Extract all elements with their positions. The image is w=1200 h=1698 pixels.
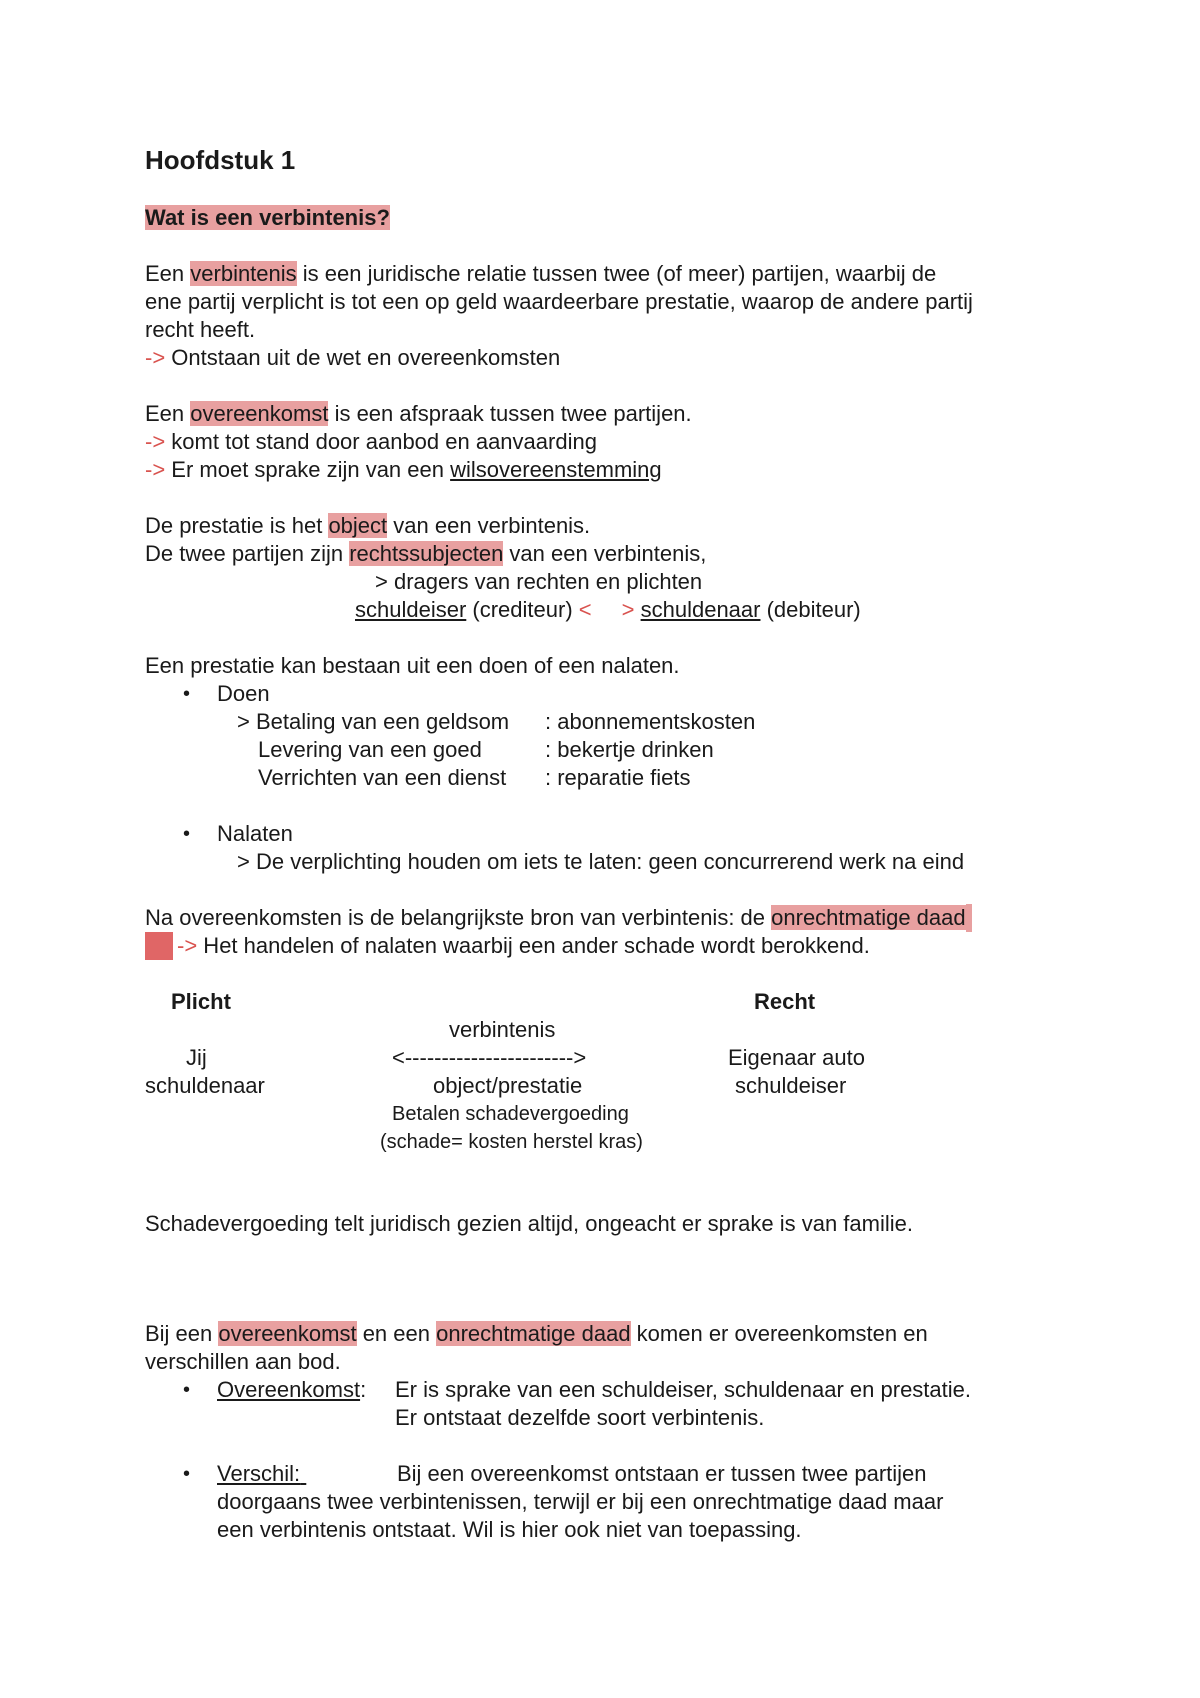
- p3-line4: schuldeiser (crediteur) < > schuldenaar (debiteur): [355, 597, 861, 622]
- p3-line1: De prestatie is het object van een verbintenis.: [145, 513, 591, 538]
- p4-nalaten-text: > De verplichting houden om iets te laten: geen concurrerend werk na eind: [237, 849, 965, 874]
- diagram-arrow: <----------------------->: [392, 1045, 587, 1070]
- bullet-icon: •: [183, 823, 191, 845]
- p4-intro: Een prestatie kan bestaan uit een doen of een nalaten.: [145, 653, 680, 678]
- p4-row1-left: > Betaling van een geldsom: [237, 709, 510, 734]
- term-overeenkomst: overeenkomst: [190, 401, 329, 426]
- arrow-icon: ->: [145, 429, 166, 454]
- p1-arrow-line: -> Ontstaan uit de wet en overeenkomsten: [145, 345, 561, 370]
- highlight-marker: [145, 932, 173, 960]
- p4-row2-right: : bekertje drinken: [545, 737, 714, 762]
- section-title: [145, 204, 390, 232]
- diagram-jij: Jij: [186, 1045, 207, 1070]
- p7-ok-text2: Er ontstaat dezelfde soort verbintenis.: [395, 1405, 765, 1430]
- p7-ok-text1: Er is sprake van een schuldeiser, schuldenaar en prestatie.: [395, 1377, 971, 1402]
- p2-line2: -> komt tot stand door aanbod en aanvaarding: [145, 429, 597, 454]
- p3-line2: De twee partijen zijn rechtssubjecten van een verbintenis,: [145, 541, 707, 566]
- diagram-schade: (schade= kosten herstel kras): [380, 1131, 643, 1153]
- p1-line2: ene partij verplicht is tot een op geld waardeerbare prestatie, waarop de andere partij: [145, 289, 973, 314]
- p5-line1: Na overeenkomsten is de belangrijkste bron van verbintenis: de onrechtmatige daad: [145, 904, 972, 932]
- diagram-eigenaar: Eigenaar auto: [728, 1045, 865, 1070]
- diagram-schuldeiser: schuldeiser: [735, 1073, 847, 1098]
- term-onrechtmatige-daad: onrechtmatige daad: [771, 905, 966, 930]
- term-schuldenaar: schuldenaar: [640, 597, 761, 622]
- diagram-betalen: Betalen schadevergoeding: [392, 1103, 629, 1125]
- term-verbintenis: verbintenis: [190, 261, 297, 286]
- diagram-plicht: Plicht: [171, 989, 231, 1014]
- p2-line3: -> Er moet sprake zijn van een wilsovereenstemming: [145, 457, 662, 482]
- term-overeenkomst: overeenkomst: [218, 1321, 357, 1346]
- section-title-highlight: Wat is een verbintenis?: [145, 205, 390, 230]
- diagram-verbintenis: verbintenis: [449, 1017, 556, 1042]
- bullet-icon: •: [183, 683, 191, 705]
- gt-icon: >: [621, 597, 635, 622]
- chapter-heading: Hoofdstuk 1: [145, 145, 296, 175]
- diagram-recht: Recht: [754, 989, 816, 1014]
- p7-vs-label: Verschil:: [217, 1461, 301, 1486]
- p7-vs-text3: een verbintenis ontstaat. Wil is hier ook niet van toepassing.: [217, 1517, 802, 1542]
- term-object: object: [328, 513, 388, 538]
- p1-line3: recht heeft.: [145, 317, 256, 342]
- p4-doen: Doen: [217, 681, 270, 706]
- p4-row3-left: Verrichten van een dienst: [258, 765, 507, 790]
- p4-row1-right: : abonnementskosten: [545, 709, 756, 734]
- lt-icon: <: [578, 597, 592, 622]
- term-onrechtmatige-daad: onrechtmatige daad: [436, 1321, 631, 1346]
- diagram-object: object/prestatie: [433, 1073, 583, 1098]
- diagram-schuldenaar: schuldenaar: [145, 1073, 265, 1098]
- term-rechtssubjecten: rechtssubjecten: [349, 541, 504, 566]
- p5-line2: -> Het handelen of nalaten waarbij een ander schade wordt berokkend.: [145, 932, 870, 960]
- p7-line1: Bij een overeenkomst en een onrechtmatige daad komen er overeenkomsten en: [145, 1321, 928, 1346]
- bullet-icon: •: [183, 1463, 191, 1485]
- p1-line1: Een verbintenis is een juridische relatie tussen twee (of meer) partijen, waarbij de: [145, 261, 937, 286]
- p6-line: Schadevergoeding telt juridisch gezien altijd, ongeacht er sprake is van familie.: [145, 1211, 913, 1236]
- p4-row3-right: : reparatie fiets: [545, 765, 691, 790]
- p4-row2-left: Levering van een goed: [258, 737, 482, 762]
- arrow-icon: ->: [145, 345, 166, 370]
- p2-line1: Een overeenkomst is een afspraak tussen twee partijen.: [145, 401, 692, 426]
- bullet-icon: •: [183, 1379, 191, 1401]
- p3-line3: > dragers van rechten en plichten: [375, 569, 703, 594]
- p4-nalaten: Nalaten: [217, 821, 293, 846]
- p7-line2: verschillen aan bod.: [145, 1349, 341, 1374]
- p7-vs-text2: doorgaans twee verbintenissen, terwijl er bij een onrechtmatige daad maar: [217, 1489, 944, 1514]
- term-schuldeiser: schuldeiser: [355, 597, 467, 622]
- p7-ok-label: Overeenkomst:: [217, 1377, 367, 1402]
- term-wilsovereenstemming: wilsovereenstemming: [450, 457, 662, 482]
- arrow-icon: ->: [145, 457, 166, 482]
- p7-vs-text1: Bij een overeenkomst ontstaan er tussen twee partijen: [397, 1461, 927, 1486]
- arrow-icon: ->: [177, 933, 198, 958]
